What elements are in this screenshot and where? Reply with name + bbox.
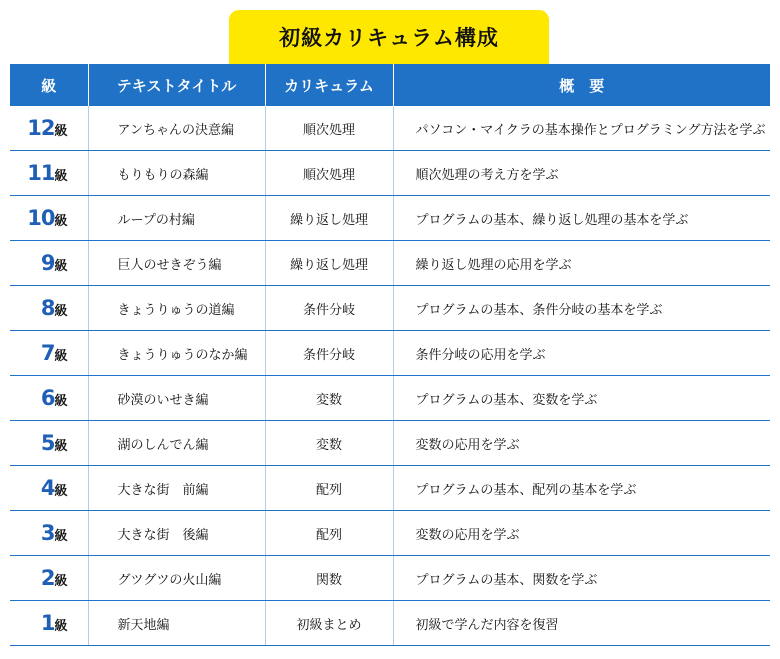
- grade-suffix: 級: [54, 619, 68, 634]
- grade-number: 6: [40, 386, 55, 410]
- grade-number: 3: [40, 521, 55, 545]
- grade-cell: [10, 556, 88, 601]
- curriculum-cell: 変数: [265, 376, 393, 421]
- summary-cell: 変数の応用を学ぶ: [393, 511, 770, 556]
- summary-cell: 変数の応用を学ぶ: [393, 421, 770, 466]
- text-title-cell: アンちゃんの決意編: [88, 106, 265, 151]
- grade-number: 4: [40, 476, 55, 500]
- summary-cell: 順次処理の考え方を学ぶ: [393, 151, 770, 196]
- grade-cell: [10, 601, 88, 646]
- curriculum-cell: 繰り返し処理: [265, 241, 393, 286]
- curriculum-cell: 順次処理: [265, 151, 393, 196]
- grade-suffix: 級: [54, 304, 68, 319]
- grade-cell: [10, 421, 88, 466]
- curriculum-cell: 配列: [265, 511, 393, 556]
- table-heading: 初級カリキュラム構成: [229, 10, 549, 64]
- summary-cell: 繰り返し処理の応用を学ぶ: [393, 241, 770, 286]
- grade-cell: [10, 466, 88, 511]
- grade-number: 1: [40, 611, 55, 635]
- grade-suffix: 級: [54, 259, 68, 274]
- curriculum-cell: 順次処理: [265, 106, 393, 151]
- table-row: [10, 421, 770, 466]
- grade-number: 10: [27, 206, 55, 230]
- grade-suffix: 級: [54, 484, 68, 499]
- curriculum-cell: 条件分岐: [265, 286, 393, 331]
- column-header-grade: 級: [10, 64, 88, 106]
- column-header-curriculum: カリキュラム: [265, 64, 393, 106]
- summary-cell: プログラムの基本、関数を学ぶ: [393, 556, 770, 601]
- table-row: [10, 106, 770, 151]
- grade-suffix: 級: [54, 214, 68, 229]
- grade-cell: [10, 511, 88, 556]
- grade-suffix: 級: [54, 349, 68, 364]
- table-row: [10, 556, 770, 601]
- table-row: [10, 241, 770, 286]
- grade-number: 9: [40, 251, 55, 275]
- table-row: [10, 196, 770, 241]
- curriculum-cell: 条件分岐: [265, 331, 393, 376]
- summary-cell: パソコン・マイクラの基本操作とプログラミング方法を学ぶ: [393, 106, 770, 151]
- text-title-cell: 大きな街 後編: [88, 511, 265, 556]
- grade-number: 11: [27, 161, 55, 185]
- text-title-cell: グツグツの火山編: [88, 556, 265, 601]
- text-title-cell: 大きな街 前編: [88, 466, 265, 511]
- column-header-text-title: テキストタイトル: [88, 64, 265, 106]
- grade-number: 7: [40, 341, 55, 365]
- grade-cell: [10, 376, 88, 421]
- summary-cell: プログラムの基本、繰り返し処理の基本を学ぶ: [393, 196, 770, 241]
- summary-cell: 条件分岐の応用を学ぶ: [393, 331, 770, 376]
- text-title-cell: ループの村編: [88, 196, 265, 241]
- grade-suffix: 級: [54, 169, 68, 184]
- table-row: [10, 286, 770, 331]
- text-title-cell: 湖のしんでん編: [88, 421, 265, 466]
- grade-cell: [10, 331, 88, 376]
- curriculum-cell: 初級まとめ: [265, 601, 393, 646]
- curriculum-table: [10, 64, 770, 646]
- grade-suffix: 級: [54, 124, 68, 139]
- grade-suffix: 級: [54, 574, 68, 589]
- table-row: [10, 511, 770, 556]
- grade-suffix: 級: [54, 394, 68, 409]
- text-title-cell: きょうりゅうのなか編: [88, 331, 265, 376]
- grade-cell: [10, 286, 88, 331]
- summary-cell: プログラムの基本、変数を学ぶ: [393, 376, 770, 421]
- text-title-cell: きょうりゅうの道編: [88, 286, 265, 331]
- grade-number: 8: [40, 296, 55, 320]
- summary-cell: プログラムの基本、条件分岐の基本を学ぶ: [393, 286, 770, 331]
- table-row: [10, 601, 770, 646]
- column-header-summary: 概 要: [393, 64, 770, 106]
- table-body: [10, 106, 770, 646]
- text-title-cell: もりもりの森編: [88, 151, 265, 196]
- table-header: [10, 64, 770, 106]
- curriculum-cell: 繰り返し処理: [265, 196, 393, 241]
- summary-cell: 初級で学んだ内容を復習: [393, 601, 770, 646]
- grade-number: 2: [40, 566, 55, 590]
- grade-cell: [10, 151, 88, 196]
- table-row: [10, 151, 770, 196]
- grade-cell: [10, 241, 88, 286]
- grade-number: 5: [40, 431, 55, 455]
- text-title-cell: 新天地編: [88, 601, 265, 646]
- text-title-cell: 砂漠のいせき編: [88, 376, 265, 421]
- table-row: [10, 466, 770, 511]
- grade-cell: [10, 196, 88, 241]
- curriculum-cell: 配列: [265, 466, 393, 511]
- grade-number: 12: [27, 116, 55, 140]
- table-row: [10, 376, 770, 421]
- grade-suffix: 級: [54, 439, 68, 454]
- grade-cell: [10, 106, 88, 151]
- curriculum-cell: 関数: [265, 556, 393, 601]
- curriculum-cell: 変数: [265, 421, 393, 466]
- text-title-cell: 巨人のせきぞう編: [88, 241, 265, 286]
- grade-suffix: 級: [54, 529, 68, 544]
- summary-cell: プログラムの基本、配列の基本を学ぶ: [393, 466, 770, 511]
- table-row: [10, 331, 770, 376]
